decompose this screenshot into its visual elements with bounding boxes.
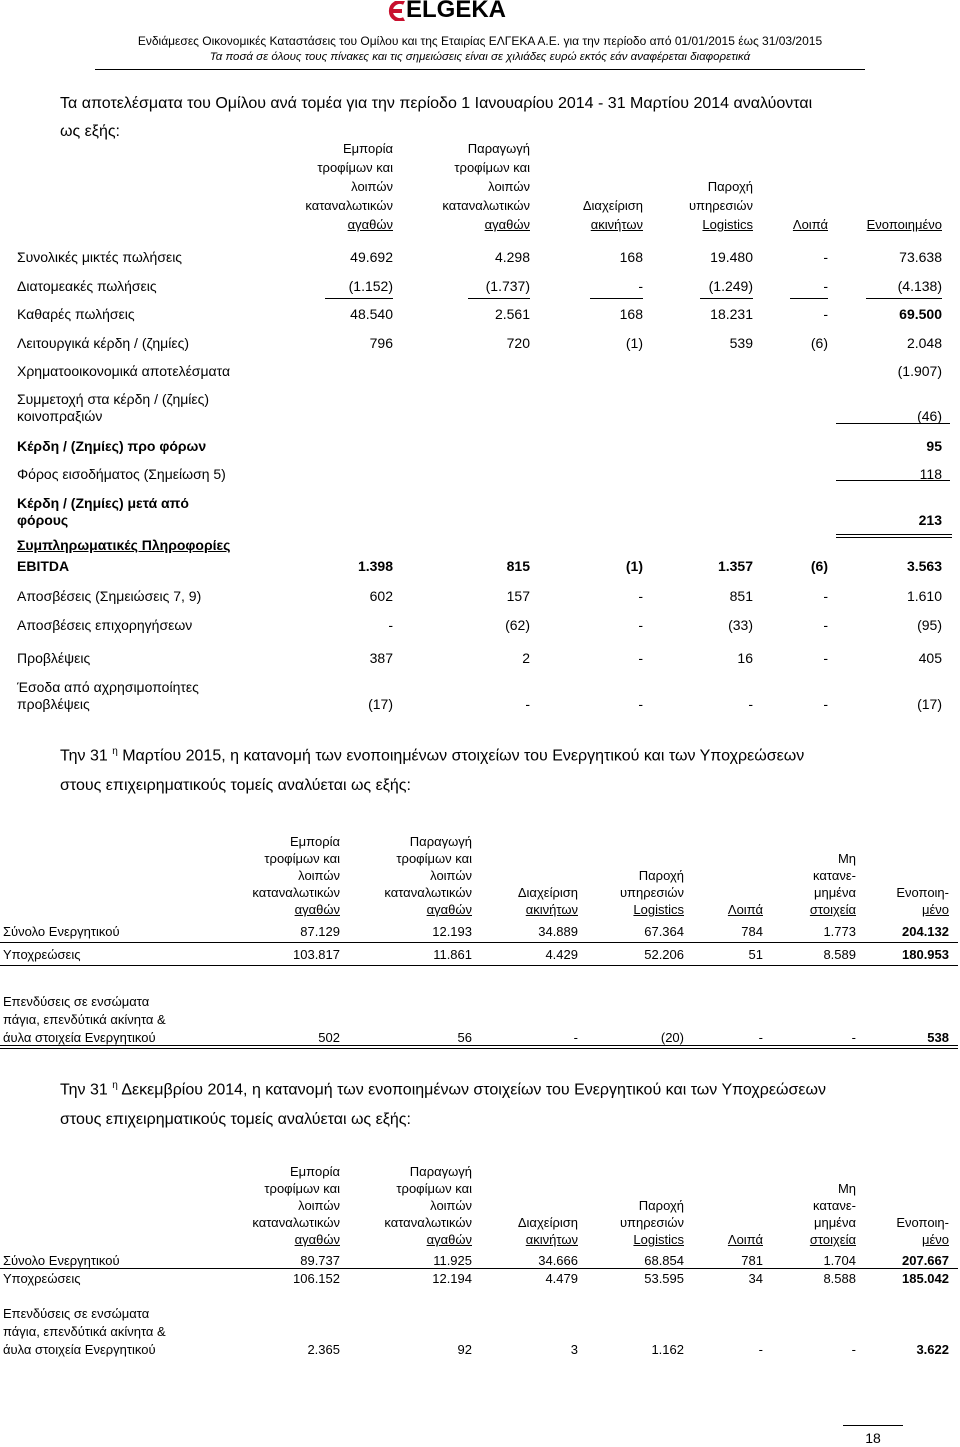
- table-cell: 213: [918, 512, 942, 528]
- column-header-line: μημένα: [813, 1215, 856, 1230]
- column-header-line: Μη: [837, 1181, 856, 1196]
- table-cell: (1.737): [485, 278, 530, 294]
- table-cell: -: [823, 278, 828, 294]
- table-cell: 8.589: [823, 947, 856, 962]
- table-cell: 48.540: [350, 306, 393, 322]
- table-cell: -: [823, 617, 828, 633]
- row-label-line: Λειτουργικά κέρδη / (ζημίες): [17, 335, 190, 351]
- table-cell: (95): [917, 617, 942, 633]
- row-label: [17, 495, 189, 529]
- column-header-line: Παραγωγή: [409, 1164, 472, 1179]
- column-header-line: λοιπών: [298, 1198, 340, 1213]
- column-header-line: Παραγωγή: [409, 834, 472, 849]
- row-label: [17, 558, 69, 575]
- column-header-line: καταναλωτικών: [442, 198, 530, 213]
- table-cell: 2: [522, 650, 530, 666]
- table-cell: (1.249): [708, 278, 753, 294]
- column-header: [352, 833, 472, 918]
- table-cell: 1.773: [823, 924, 856, 939]
- column-header-line: καταναλωτικών: [384, 885, 472, 900]
- total-double-underline: [836, 534, 952, 538]
- column-header-line: καταναλωτικών: [252, 1215, 340, 1230]
- column-header-line: Ενοποιημένο: [866, 217, 942, 232]
- column-header-line: αγαθών: [347, 217, 393, 232]
- table-cell: 3.563: [906, 558, 942, 574]
- table-cell: 87.129: [300, 924, 340, 939]
- column-header: [543, 196, 643, 234]
- header-divider: [95, 69, 865, 70]
- header-title: Ενδιάμεσες Οικονομικές Καταστάσεις του Ομίλου και της Εταιρίας ΕΛΓΕΚΑ Α.Ε. για την περίοδο από 01/01/2015 έως 31/03/2015: [137, 34, 823, 48]
- table-cell: -: [823, 696, 828, 712]
- column-header-line: Λοιπά: [727, 1232, 763, 1247]
- table-cell: (33): [728, 617, 753, 633]
- column-header-line: Μη: [837, 851, 856, 866]
- row-label-line: Υποχρεώσεις: [3, 947, 81, 962]
- table-cell: 11.861: [433, 947, 472, 962]
- table-cell: 4.429: [545, 947, 578, 962]
- table-cell: 34: [748, 1271, 763, 1286]
- row-label-line: Έσοδα από αχρησιμοποίητες: [17, 679, 199, 695]
- table-cell: 19.480: [710, 249, 753, 265]
- column-header-line: υπηρεσιών: [688, 198, 753, 213]
- table-cell: 796: [369, 335, 393, 351]
- column-header-line: Logistics: [633, 902, 684, 917]
- table-cell: 95: [926, 438, 942, 454]
- column-header-line: λοιπών: [488, 179, 530, 194]
- table-cell: -: [823, 588, 828, 604]
- row-label: [17, 588, 201, 605]
- row-label: [17, 537, 230, 554]
- row-label-line: Καθαρές πωλήσεις: [17, 306, 135, 322]
- intro-text: Τα αποτελέσματα του Ομίλου ανά τομέα για την περίοδο 1 Ιανουαρίου 2014 - 31 Μαρτίου 2014 αναλύονται ως εξής:: [60, 95, 813, 140]
- row-label-line: Χρηματοοικονομικά αποτελέσματα: [17, 363, 231, 379]
- table-cell: 539: [729, 335, 753, 351]
- row-label-line: EBITDA: [17, 558, 70, 574]
- column-header-line: λοιπών: [351, 179, 393, 194]
- table-cell: 4.298: [494, 249, 530, 265]
- column-header-line: Διαχείριση: [517, 885, 578, 900]
- row-label: [3, 1305, 166, 1359]
- column-header-line: Logistics: [702, 217, 753, 232]
- column-header-line: καταναλωτικών: [384, 1215, 472, 1230]
- row-underline: [0, 965, 958, 966]
- row-underline: [0, 1045, 958, 1049]
- row-label-line: φόρους: [17, 512, 69, 528]
- column-header-line: αγαθών: [484, 217, 530, 232]
- row-label: [3, 923, 120, 941]
- column-header-line: υπηρεσιών: [619, 1215, 684, 1230]
- column-header-line: Παροχή: [638, 868, 684, 883]
- row-label-line: άυλα στοιχεία Ενεργητικού: [3, 1030, 156, 1045]
- column-header-line: Διαχείριση: [582, 198, 643, 213]
- row-underline: [866, 298, 942, 299]
- row-label: [17, 363, 230, 380]
- column-header-line: λοιπών: [430, 868, 472, 883]
- table-cell: 405: [918, 650, 942, 666]
- column-header: [713, 901, 763, 918]
- row-label: [17, 278, 157, 295]
- table-cell: (6): [810, 335, 828, 351]
- table-cell: 2.365: [307, 1342, 340, 1357]
- column-header-line: Λοιπά: [727, 902, 763, 917]
- column-header-line: τροφίμων και: [264, 851, 340, 866]
- column-header-line: Εμπορία: [290, 834, 340, 849]
- table-cell: 1.357: [717, 558, 753, 574]
- column-header: [584, 1197, 684, 1248]
- table-cell: (1): [625, 335, 643, 351]
- row-label: [17, 617, 192, 634]
- table-cell: 51: [748, 947, 763, 962]
- column-header-line: καταναλωτικών: [305, 198, 393, 213]
- column-header: [478, 884, 578, 918]
- table-cell: 106.152: [293, 1271, 340, 1286]
- row-label: [3, 993, 166, 1047]
- column-header-line: ακινήτων: [525, 1232, 578, 1247]
- column-header-line: Διαχείριση: [517, 1215, 578, 1230]
- column-header-line: Ενοποιη-: [896, 885, 949, 900]
- row-underline: [325, 298, 393, 299]
- table-cell: 73.638: [899, 249, 942, 265]
- table-cell: 387: [369, 650, 393, 666]
- column-header-line: Παροχή: [638, 1198, 684, 1213]
- table-cell: 89.737: [300, 1253, 340, 1268]
- table-cell: 3.622: [916, 1342, 949, 1357]
- table-cell: (62): [505, 617, 530, 633]
- row-label: [17, 650, 90, 667]
- column-header-line: αγαθών: [426, 1232, 472, 1247]
- table-cell: (6): [810, 558, 828, 574]
- row-label-line: Κέρδη / (Ζημίες) μετά από: [17, 495, 189, 511]
- row-label: [17, 249, 182, 266]
- table-cell: 180.953: [902, 947, 949, 962]
- column-header-line: μένο: [921, 902, 949, 917]
- column-header-line: μημένα: [813, 885, 856, 900]
- row-label-line: Φόρος εισοδήματος (Σημείωση 5): [17, 466, 226, 482]
- table-cell: (4.138): [897, 278, 942, 294]
- table-cell: 720: [506, 335, 530, 351]
- table-cell: (17): [368, 696, 393, 712]
- column-header-line: τροφίμων και: [396, 1181, 472, 1196]
- table-cell: 207.667: [902, 1253, 949, 1268]
- column-header-line: κατανε-: [813, 868, 856, 883]
- table-cell: 34.889: [538, 924, 578, 939]
- table-cell: 18.231: [710, 306, 753, 322]
- table-cell: 204.132: [902, 924, 949, 939]
- row-label-line: Αποσβέσεις επιχορηγήσεων: [17, 617, 193, 633]
- table-cell: 34.666: [538, 1253, 578, 1268]
- column-header-line: τροφίμων και: [264, 1181, 340, 1196]
- column-header-line: ακινήτων: [590, 217, 643, 232]
- table-cell: 67.364: [644, 924, 684, 939]
- table-cell: 168: [619, 249, 643, 265]
- table-cell: -: [851, 1342, 856, 1357]
- row-underline: [700, 298, 753, 299]
- row-label: [17, 679, 199, 713]
- table-cell: 1.704: [823, 1253, 856, 1268]
- column-header-line: αγαθών: [294, 1232, 340, 1247]
- column-header: [653, 177, 753, 234]
- column-header-line: τροφίμων και: [454, 160, 530, 175]
- table-cell: 52.206: [644, 947, 684, 962]
- column-header-line: αγαθών: [294, 902, 340, 917]
- table-cell: -: [573, 1030, 578, 1045]
- column-header: [478, 1214, 578, 1248]
- table-cell: -: [638, 696, 643, 712]
- table-cell: -: [525, 696, 530, 712]
- table-cell: (20): [660, 1030, 684, 1045]
- column-header: [220, 1163, 340, 1248]
- column-header-line: αγαθών: [426, 902, 472, 917]
- table-cell: (46): [917, 408, 942, 424]
- elgeka-logo: ELGEKA: [384, 0, 544, 22]
- column-header-line: τροφίμων και: [396, 851, 472, 866]
- row-label-line: Αποσβέσεις (Σημειώσεις 7, 9): [17, 588, 202, 604]
- table-cell: 49.692: [350, 249, 393, 265]
- row-label-line: Προβλέψεις: [17, 650, 91, 666]
- column-header-line: Παραγωγή: [467, 141, 530, 156]
- table-cell: 4.479: [545, 1271, 578, 1286]
- column-header-line: στοιχεία: [809, 902, 856, 917]
- table-cell: -: [638, 278, 643, 294]
- table-cell: 815: [506, 558, 530, 574]
- total-underline: [836, 423, 950, 424]
- row-label: [17, 335, 189, 352]
- table-cell: (1.152): [348, 278, 393, 294]
- row-label: [17, 466, 226, 483]
- row-label-line: προβλέψεις: [17, 696, 90, 712]
- table-cell: -: [758, 1030, 763, 1045]
- column-header-line: Παροχή: [707, 179, 753, 194]
- row-label-line: πάγια, επενδύτικά ακίνητα &: [3, 1012, 166, 1027]
- row-label-line: Συνολικές μικτές πωλήσεις: [17, 249, 183, 265]
- table-cell: -: [638, 650, 643, 666]
- column-header-line: Logistics: [633, 1232, 684, 1247]
- allocation-text-2015: Την 31 $^\eta$ Μαρτίου 2015, η κατανομή των ενοποιημένων στοιχείων του Ενεργητικού και των Υποχρεώσεων στους επιχειρηματικούς τομείς αναλύεται ως εξής:: [60, 746, 805, 795]
- row-underline: [468, 298, 530, 299]
- row-label: [3, 1270, 80, 1288]
- page-header: [0, 0, 960, 70]
- page-number: 18: [865, 1430, 881, 1446]
- table-cell: (1.907): [897, 363, 942, 379]
- column-header: [263, 139, 393, 234]
- allocation-text-2014: Την 31 $^\eta$ Δεκεμβρίου 2014, η κατανομή των ενοποιημένων στοιχείων του Ενεργητικού και των Υποχρεώσεων στους επιχειρηματικούς τομείς αναλύεται ως εξής:: [60, 1080, 827, 1129]
- row-label-line: πάγια, επενδύτικά ακίνητα &: [3, 1324, 166, 1339]
- row-label-line: Σύνολο Ενεργητικού: [3, 924, 120, 939]
- row-label-line: Επενδύσεις σε ενσώματα: [3, 994, 150, 1009]
- table-cell: -: [823, 249, 828, 265]
- table-cell: 602: [369, 588, 393, 604]
- table-cell: 851: [729, 588, 753, 604]
- column-header-line: ακινήτων: [525, 902, 578, 917]
- row-label-line: Συμπληρωματικές Πληροφορίες: [17, 537, 231, 553]
- table-cell: 168: [619, 306, 643, 322]
- column-header: [869, 884, 949, 918]
- table-cell: 784: [741, 924, 763, 939]
- column-header: [776, 850, 856, 918]
- table-cell: -: [758, 1342, 763, 1357]
- table-cell: -: [851, 1030, 856, 1045]
- table-cell: (17): [917, 696, 942, 712]
- header-subtitle: Τα ποσά σε όλους τους πίνακες και τις σημειώσεις είναι σε χιλιάδες ευρώ εκτός εάν αναφέρεται διαφορετικά: [209, 51, 751, 63]
- table-cell: 68.854: [644, 1253, 684, 1268]
- column-header-line: Εμπορία: [290, 1164, 340, 1179]
- row-label-line: Διατομεακές πωλήσεις: [17, 278, 157, 294]
- row-label-line: Κέρδη / (Ζημίες) προ φόρων: [17, 438, 207, 454]
- column-header-line: υπηρεσιών: [619, 885, 684, 900]
- column-header: [776, 1180, 856, 1248]
- table-cell: 185.042: [902, 1271, 949, 1286]
- table-cell: 2.048: [906, 335, 942, 351]
- row-label-line: Υποχρεώσεις: [3, 1271, 81, 1286]
- column-header-line: Εμπορία: [343, 141, 393, 156]
- column-header: [352, 1163, 472, 1248]
- table-cell: 157: [506, 588, 530, 604]
- row-underline: [0, 1268, 958, 1269]
- row-label-line: Σύνολο Ενεργητικού: [3, 1253, 120, 1268]
- table-cell: -: [638, 617, 643, 633]
- column-header-line: λοιπών: [430, 1198, 472, 1213]
- column-header-line: Λοιπά: [792, 217, 828, 232]
- row-label-line: Επενδύσεις σε ενσώματα: [3, 1306, 150, 1321]
- table-cell: 92: [457, 1342, 472, 1357]
- table-cell: 11.925: [433, 1253, 472, 1268]
- table-cell: 3: [570, 1342, 578, 1357]
- row-label: [17, 391, 209, 425]
- table-cell: 1.162: [651, 1342, 684, 1357]
- table-cell: -: [823, 306, 828, 322]
- column-header: [778, 215, 828, 234]
- assets-liabilities-table-2014: [0, 1160, 960, 1360]
- table-cell: 1.398: [357, 558, 393, 574]
- column-header-line: τροφίμων και: [317, 160, 393, 175]
- column-header-line: στοιχεία: [809, 1232, 856, 1247]
- row-underline: [590, 298, 643, 299]
- column-header: [869, 1214, 949, 1248]
- row-underline: [790, 298, 828, 299]
- column-header: [400, 139, 530, 234]
- row-label-line: Συμμετοχή στα κέρδη / (ζημίες): [17, 391, 210, 407]
- column-header: [220, 833, 340, 918]
- column-header-line: Ενοποιη-: [896, 1215, 949, 1230]
- column-header: [713, 1231, 763, 1248]
- table-cell: 53.595: [644, 1271, 684, 1286]
- column-header-line: καταναλωτικών: [252, 885, 340, 900]
- table-cell: -: [748, 696, 753, 712]
- footer-divider: [843, 1425, 903, 1426]
- table-cell: 103.817: [293, 947, 340, 962]
- segment-results-table: [0, 141, 960, 718]
- total-underline: [836, 480, 950, 481]
- row-underline: [0, 942, 958, 943]
- column-header: [822, 215, 942, 234]
- table-cell: 8.588: [823, 1271, 856, 1286]
- table-cell: 502: [318, 1030, 340, 1045]
- table-cell: -: [823, 650, 828, 666]
- table-cell: -: [638, 588, 643, 604]
- column-header-line: κατανε-: [813, 1198, 856, 1213]
- table-cell: 538: [927, 1030, 949, 1045]
- row-label: [17, 438, 206, 455]
- table-cell: 69.500: [899, 306, 942, 322]
- table-cell: 1.610: [906, 588, 942, 604]
- row-label-line: κοινοπραξιών: [17, 408, 103, 424]
- table-cell: -: [388, 617, 393, 633]
- table-cell: 781: [741, 1253, 763, 1268]
- column-header-line: λοιπών: [298, 868, 340, 883]
- table-cell: 16: [737, 650, 753, 666]
- table-cell: 56: [457, 1030, 472, 1045]
- table-cell: (1): [625, 558, 643, 574]
- assets-liabilities-table-2015: [0, 830, 960, 1050]
- row-label: [3, 946, 80, 964]
- table-cell: 12.194: [432, 1271, 472, 1286]
- table-cell: 2.561: [494, 306, 530, 322]
- row-label-line: άυλα στοιχεία Ενεργητικού: [3, 1342, 156, 1357]
- table-cell: 12.193: [432, 924, 472, 939]
- row-label: [17, 306, 135, 323]
- column-header-line: μένο: [921, 1232, 949, 1247]
- column-header: [584, 867, 684, 918]
- table-cell: 118: [919, 466, 942, 482]
